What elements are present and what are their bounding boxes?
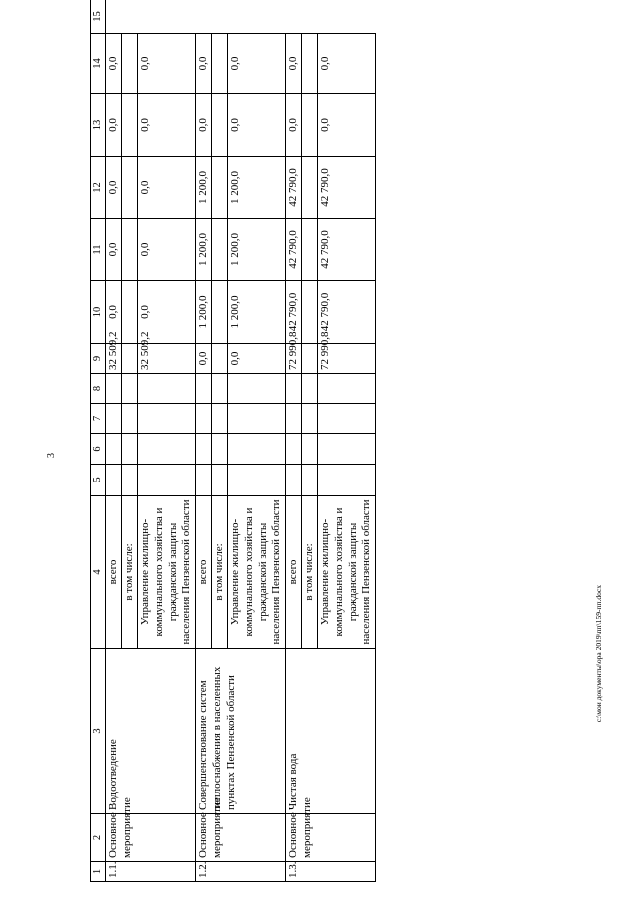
blank-subcell: [122, 434, 138, 464]
amount-cell: [286, 219, 376, 281]
funding-breakdown: [106, 496, 196, 649]
amount-cell: [286, 94, 376, 157]
total-amount: 42 790,0: [286, 157, 302, 218]
blank-subcell: [122, 281, 138, 343]
total-amount: [286, 465, 302, 495]
total-amount: 72 990,8: [286, 344, 302, 373]
total-amount: 0,0: [106, 281, 122, 343]
responsible-organization: Управление жилищно-коммунального хозяйства и гражданской защиты населения Пензенской области: [139, 499, 193, 645]
amount-cell: [106, 374, 196, 404]
organization-amount: [318, 374, 320, 403]
row-number: 1.1.: [106, 862, 196, 882]
blank-subcell: [212, 219, 228, 280]
total-amount: [286, 404, 302, 433]
total-amount: [286, 374, 302, 403]
amount-cell: [286, 465, 376, 496]
amount-cell: [286, 374, 376, 404]
organization-amount: 72 990,8: [319, 331, 331, 370]
table-row: [196, 0, 286, 882]
organization-amount: 42 790,0: [319, 292, 331, 332]
organization-amount: 42 790,0: [319, 168, 331, 207]
organization-amount: [138, 404, 140, 433]
total-amount: 0,0: [196, 94, 212, 156]
total-amount: 0,0: [196, 344, 212, 373]
blank-subcell: [122, 374, 138, 403]
blank-subcell: [212, 34, 228, 93]
total-amount: 42 790,0: [286, 219, 302, 280]
including-label: в том числе:: [212, 496, 228, 648]
organization-amount: 32 509,2: [139, 331, 151, 370]
column-number: 7: [91, 404, 106, 434]
amount-cell: [106, 34, 196, 94]
organization-amount: 42 790,0: [319, 230, 331, 269]
organization-amount: 0,0: [139, 305, 151, 319]
organization-amount: 0,0: [229, 118, 241, 132]
amount-cell: [106, 157, 196, 219]
column-number: 1: [91, 862, 106, 882]
blank-subcell: [302, 465, 318, 495]
column-number: 15: [91, 0, 106, 34]
organization-amount: [318, 434, 320, 464]
total-amount: 0,0: [196, 34, 212, 93]
responsible-organization: Управление жилищно-коммунального хозяйства и гражданской защиты населения Пензенской области: [319, 499, 373, 645]
blank-subcell: [302, 434, 318, 464]
organization-amount: 0,0: [319, 56, 331, 71]
total-amount: 1 200,0: [196, 281, 212, 343]
total-amount: 0,0: [286, 34, 302, 93]
total-amount: [106, 465, 122, 495]
blank-subcell: [302, 34, 318, 93]
column-number: 9: [91, 344, 106, 374]
measure-name: Чистая вода: [286, 649, 376, 814]
total-amount: 0,0: [106, 94, 122, 156]
total-amount: [106, 434, 122, 464]
page-number: 3: [45, 452, 57, 458]
total-amount: [196, 434, 212, 464]
total-label: всего: [286, 496, 302, 648]
total-amount: 0,0: [106, 219, 122, 280]
total-amount: [196, 374, 212, 403]
column-number: 8: [91, 374, 106, 404]
measure-type: Основное мероприятие: [106, 814, 196, 862]
blank-subcell: [302, 404, 318, 433]
column-number: 11: [91, 219, 106, 281]
total-amount: 42 790,0: [286, 281, 302, 343]
blank-subcell: [212, 157, 228, 218]
total-amount: 1 200,0: [196, 219, 212, 280]
amount-cell: [196, 94, 286, 157]
row-number: 1.3.: [286, 862, 376, 882]
amount-cell: [196, 34, 286, 94]
organization-amount: 0,0: [139, 118, 151, 132]
total-amount: 0,0: [106, 34, 122, 93]
organization-amount: 0,0: [229, 351, 241, 366]
blank-subcell: [212, 434, 228, 464]
amount-cell: [106, 404, 196, 434]
blank-subcell: [122, 344, 138, 373]
column-number: 5: [91, 465, 106, 496]
total-amount: [196, 465, 212, 495]
total-amount: 0,0: [106, 157, 122, 218]
amount-cell: [196, 465, 286, 496]
responsible-organization: Управление жилищно-коммунального хозяйства и гражданской защиты населения Пензенской области: [229, 499, 283, 645]
blank-subcell: [302, 281, 318, 343]
total-amount: [106, 374, 122, 403]
organization-amount: 1 200,0: [229, 295, 241, 329]
amount-cell: [196, 404, 286, 434]
organization-amount: [318, 465, 320, 495]
blank-subcell: [122, 34, 138, 93]
blank-subcell: [212, 281, 228, 343]
blank-subcell: [302, 219, 318, 280]
blank-subcell: [302, 344, 318, 373]
measure-type: Основное мероприятие: [286, 814, 376, 862]
blank-subcell: [212, 94, 228, 156]
amount-cell: [196, 344, 286, 374]
blank-subcell: [212, 404, 228, 433]
column-number: 2: [91, 814, 106, 862]
amount-cell: [106, 465, 196, 496]
blank-subcell: [122, 94, 138, 156]
column-number-row: [91, 0, 106, 882]
column-number: 6: [91, 434, 106, 465]
amount-cell: [196, 374, 286, 404]
organization-amount: [228, 434, 230, 464]
amount-cell: [106, 219, 196, 281]
blank-subcell: [122, 157, 138, 218]
blank-subcell: [302, 374, 318, 403]
rotated-sheet: [90, 11, 580, 882]
organization-amount: [228, 404, 230, 433]
amount-cell: [286, 434, 376, 465]
column-number: 14: [91, 34, 106, 94]
total-amount: [106, 404, 122, 433]
table-row: [286, 0, 376, 882]
blank-subcell: [212, 344, 228, 373]
budget-table: [90, 0, 376, 882]
including-label: в том числе:: [302, 496, 318, 648]
blank-subcell: [302, 94, 318, 156]
amount-cell: [196, 157, 286, 219]
amount-cell: [286, 34, 376, 94]
total-label: всего: [106, 496, 122, 648]
amount-cell: [106, 94, 196, 157]
measure-name: Водоотведение: [106, 649, 196, 814]
organization-amount: 0,0: [229, 56, 241, 71]
measure-name: Совершенствование систем теплоснабжения в населенных пунктах Пензенской области: [196, 649, 286, 814]
amount-cell: [196, 434, 286, 465]
blank-subcell: [122, 219, 138, 280]
organization-amount: [228, 465, 230, 495]
total-amount: 32 509,2: [106, 344, 122, 373]
amount-cell: [286, 331, 376, 374]
amount-cell: [286, 157, 376, 219]
organization-amount: 0,0: [139, 242, 151, 257]
amount-cell: [286, 404, 376, 434]
column-number: 12: [91, 157, 106, 219]
organization-amount: 0,0: [139, 180, 151, 195]
amount-cell: [106, 434, 196, 465]
total-label: всего: [196, 496, 212, 648]
total-amount: 1 200,0: [196, 157, 212, 218]
funding-breakdown: [286, 496, 376, 649]
row-number: 1.2.: [196, 862, 286, 882]
file-path-footer: c:\мои документы\ора 2019\пп\159-пп.docx: [593, 585, 603, 723]
organization-amount: [138, 434, 140, 464]
table-row: [106, 0, 196, 882]
amount-cell: [196, 281, 286, 344]
blank-subcell: [212, 465, 228, 495]
table-region: [90, 11, 580, 882]
organization-amount: 1 200,0: [229, 233, 241, 266]
organization-amount: 0,0: [319, 118, 331, 132]
amount-cell: [196, 219, 286, 281]
blank-subcell: [212, 374, 228, 403]
column-number: 3: [91, 649, 106, 814]
total-amount: [196, 404, 212, 433]
column-number: 13: [91, 94, 106, 157]
blank-subcell: [302, 157, 318, 218]
organization-amount: [318, 404, 320, 433]
total-amount: [286, 434, 302, 464]
column-number: 10: [91, 281, 106, 344]
column-number: 4: [91, 496, 106, 649]
organization-amount: [228, 374, 230, 403]
blank-subcell: [122, 465, 138, 495]
organization-amount: [138, 465, 140, 495]
organization-amount: 1 200,0: [229, 171, 241, 204]
including-label: в том числе:: [122, 496, 138, 648]
amount-cell: [106, 331, 196, 374]
blank-subcell: [122, 404, 138, 433]
funding-breakdown: [196, 496, 286, 649]
total-amount: 0,0: [286, 94, 302, 156]
measure-type: Основное мероприятие: [196, 814, 286, 862]
organization-amount: 0,0: [139, 56, 151, 71]
organization-amount: [138, 374, 140, 403]
